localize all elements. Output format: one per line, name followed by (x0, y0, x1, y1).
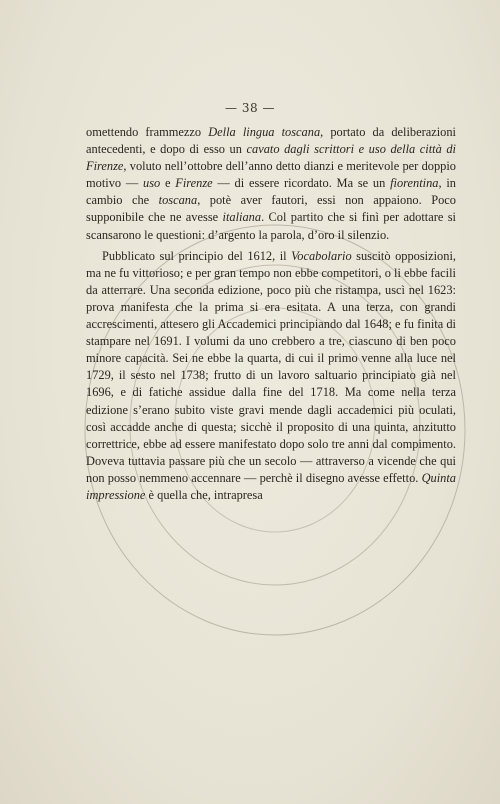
page-number: — 38 — (225, 101, 275, 115)
text-run: . Col partito che si finì per adottare si scansarono le questioni: d’argento la parola, d’oro il silenzio. (86, 210, 456, 242)
paragraph-1 (86, 124, 456, 244)
text-run: suscitò opposizioni, ma ne fu vittorioso; e per gran tempo non ebbe competitori, o li ebbe facili da atterrare. Una seconda edizione, poco più che ristampa, uscì nel 1623: prova manifesta che la prima si era esitata. A una terza, con grandi accrescimenti, attesero gli Accademici principiando dal 1648; e fu finita di stampare nel 1691. I volumi da uno crebbero a tre, ciascuno di ben poco minore capacità. Sei ne ebbe la quarta, di cui il primo venne alla luce nel 1729, il sesto nel 1738; frutto di un lavoro saltuario principiato già nel 1696, e di fatiche assidue dalla fine del 1718. Ma come nella terza edizione s’erano subito viste gravi mende dagli accademici più oculati, così accadde anche di questa; sicchè il proposito di una quinta, anzitutto correttrice, ebbe ad essere manifestato dopo solo tre anni dal compimento. Doveva tuttavia passare più che un secolo — attraverso a vicende che qui non posso nemmeno accennare — perchè il disegno avesse effetto. (86, 248, 456, 485)
italic-run: Vocabolario (291, 248, 352, 263)
italic-run: toscana (158, 193, 198, 208)
text-run: , portato da deliberazioni antecedenti, e dopo di esso un (86, 125, 457, 157)
text-run: omettendo frammezzo (86, 125, 209, 139)
italic-run: uso (143, 176, 161, 191)
italic-run: cavato dagli scrittori e uso della città di Firenze (86, 142, 456, 174)
italic-run: Firenze (175, 176, 213, 191)
text-run: — di essere ricordato. Ma se un (212, 176, 391, 191)
text-run: , voluto nell’ottobre dell’anno detto dianzi e meritevole per doppio motivo — (86, 159, 456, 191)
italic-run: fiorentina (390, 176, 439, 191)
body-text (86, 124, 456, 504)
italic-run: Della lingua toscana (208, 125, 321, 139)
text-run: Pubblicato sul principio del 1612, il (102, 248, 292, 263)
text-run: e (160, 176, 176, 191)
text-run: è quella che, intrapresa (145, 487, 263, 502)
italic-run: italiana (222, 210, 262, 225)
paragraph-2 (86, 248, 456, 504)
italic-run: Quinta impressione (86, 470, 456, 502)
text-run: , in cambio che (86, 176, 456, 208)
text-run: , potè aver fautori, essi non appaiono. Poco supponibile che ne avesse (86, 193, 456, 225)
